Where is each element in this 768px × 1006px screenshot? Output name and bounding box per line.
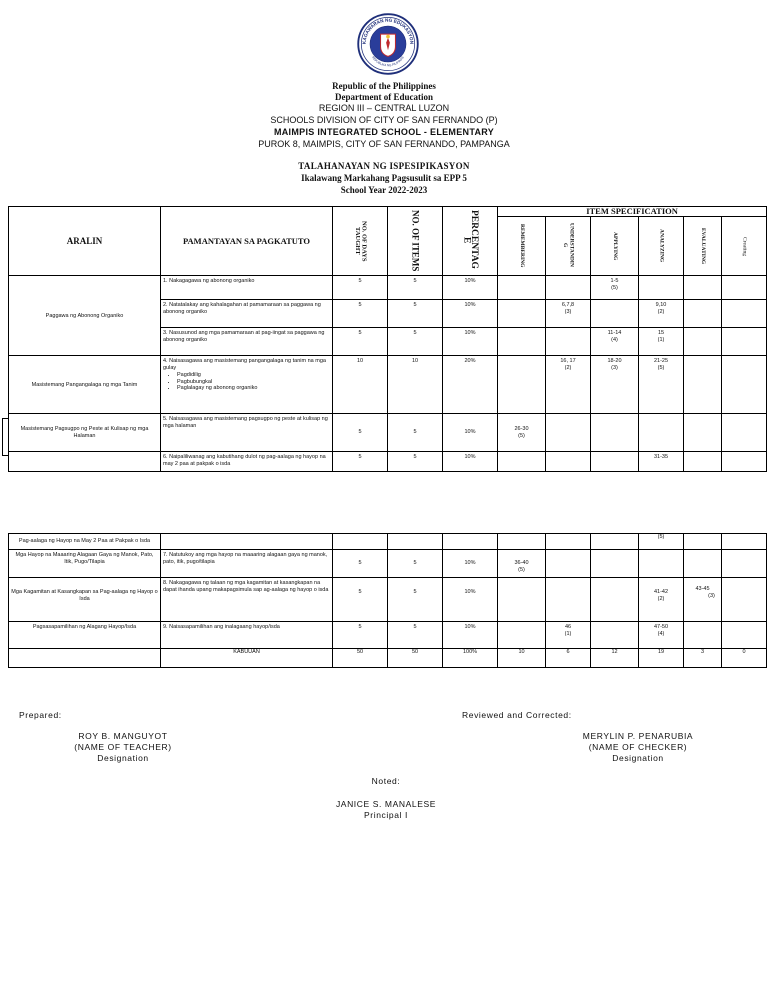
competency-cell: 7. Natutukoy ang mga hayop na maaaring alagaan gaya ng manok, pato, itik, pugo/tilapia <box>161 550 333 578</box>
analyzing-cell: 21-25 (5) <box>639 356 684 414</box>
percent-cell: 10% <box>443 414 498 452</box>
seal-text: KAGAWARAN NG EDUKASYON <box>361 17 415 45</box>
spec-table-part-2 <box>8 533 767 668</box>
remembering-cell: 36-40 (5) <box>498 550 546 578</box>
understanding-cell: 16, 17 (2) <box>546 356 591 414</box>
noted-label: Noted: <box>371 776 401 786</box>
applying-cell <box>591 550 639 578</box>
school-address: PUROK 8, MAIMPIS, CITY OF SAN FERNANDO, PAMPANGA <box>258 139 510 149</box>
aralin-cell: Mga Kagamitan at Kasangkapan sa Pag-aalaga ng Hayop o Isda <box>9 578 161 622</box>
analyzing-cell: 15 (1) <box>639 328 684 356</box>
evaluating-cell <box>684 452 722 472</box>
total-evaluating: 3 <box>684 649 722 668</box>
checker-signature-block <box>556 731 720 764</box>
teacher-designation: Designation <box>97 753 149 763</box>
checker-role: (NAME OF CHECKER) <box>588 742 688 752</box>
analyzing-cell <box>639 550 684 578</box>
days-cell: 5 <box>333 328 388 356</box>
remembering-cell <box>498 534 546 550</box>
header-items: NO. OF ITEMS <box>388 207 443 276</box>
applying-cell: 11-14 (4) <box>591 328 639 356</box>
total-remembering: 10 <box>498 649 546 668</box>
percent-cell: 10% <box>443 550 498 578</box>
table-row <box>9 622 767 649</box>
items-cell: 5 <box>388 622 443 649</box>
header-analyzing: ANALYZING <box>639 217 684 276</box>
applying-cell: 1-5 (5) <box>591 276 639 300</box>
days-cell: 5 <box>333 276 388 300</box>
evaluating-cell <box>684 356 722 414</box>
department-line: Department of Education <box>335 92 433 102</box>
competency-cell: 8. Nakagagawa ng talaan ng mga kagamitan at kasangkapan na dapat ihanda upang makapagsimula sap ag-aalaga ng hayop o isda <box>161 578 333 622</box>
creating-cell <box>722 414 767 452</box>
days-cell <box>333 534 388 550</box>
aralin-cell: Pag-aalaga ng Hayop na May 2 Paa at Pakpak o Isda <box>9 534 161 550</box>
competency-cell: 5. Naisasagawa ang masistemang pagsugpo ng peste at kulisap ng mga halaman <box>161 414 333 452</box>
table-row <box>9 452 767 472</box>
doc-subtitle: Ikalawang Markahang Pagsusulit sa EPP 5 <box>301 173 467 183</box>
evaluating-cell <box>684 414 722 452</box>
total-percent: 100% <box>443 649 498 668</box>
competency-cell: 4. Naisasagawa ang masistemang pangangalaga ng tanim na mga gulay • Pagdidilig • Pagbubungkal • Paglalagay ng abonong organiko <box>161 356 333 414</box>
understanding-cell <box>546 550 591 578</box>
remembering-cell <box>498 622 546 649</box>
understanding-cell <box>546 578 591 622</box>
header-percentage: PERCENTAG E <box>443 207 498 276</box>
total-creating: 0 <box>722 649 767 668</box>
total-applying: 12 <box>591 649 639 668</box>
days-cell: 10 <box>333 356 388 414</box>
header-remembering: REMEMBERING <box>498 217 546 276</box>
percent-cell: 10% <box>443 300 498 328</box>
items-cell: 10 <box>388 356 443 414</box>
remembering-cell <box>498 328 546 356</box>
items-cell: 5 <box>388 414 443 452</box>
evaluating-cell <box>684 328 722 356</box>
creating-cell <box>722 328 767 356</box>
applying-cell <box>591 300 639 328</box>
remembering-cell <box>498 452 546 472</box>
aralin-cell: Pagsasapamilihan ng Alagang Hayop/Isda <box>9 622 161 649</box>
remembering-cell <box>498 578 546 622</box>
evaluating-cell <box>684 534 722 550</box>
creating-cell <box>722 300 767 328</box>
aralin-cell: Mga Hayop na Maaaring Alagaan Gaya ng Manok, Pato, Itik, Pugo/Tilapia <box>9 550 161 578</box>
evaluating-cell: 43-45 (3) <box>684 578 722 622</box>
competency-cell: 1. Nakagagawa ng abonong organiko <box>161 276 333 300</box>
header-evaluating: EVALUATING <box>684 217 722 276</box>
percent-cell: 10% <box>443 328 498 356</box>
competency-cell: 9. Naisasapamilihan ang inalagaang hayop/isda <box>161 622 333 649</box>
applying-cell <box>591 622 639 649</box>
items-cell: 5 <box>388 578 443 622</box>
days-cell: 5 <box>333 452 388 472</box>
analyzing-cell <box>639 414 684 452</box>
total-days: 50 <box>333 649 388 668</box>
competency-cell: 6. Naipaliliwanag ang kabutihang dulot ng pag-aalaga ng hayop na may 2 paa at pakpak o isda <box>161 452 333 472</box>
remembering-cell <box>498 356 546 414</box>
table-row-total <box>9 649 767 668</box>
doc-title: TALAHANAYAN NG ISPESIPIKASYON <box>298 161 470 171</box>
header-understanding: UNDERSTANDIN G <box>546 217 591 276</box>
principal-name: JANICE S. MANALESE <box>335 799 437 809</box>
understanding-cell <box>546 276 591 300</box>
evaluating-cell <box>684 300 722 328</box>
total-label: KABUUAN <box>161 649 333 668</box>
items-cell <box>388 534 443 550</box>
analyzing-cell: 47-50 (4) <box>639 622 684 649</box>
days-cell: 5 <box>333 550 388 578</box>
evaluating-cell <box>684 276 722 300</box>
list-item: • Paglalagay ng abonong organiko <box>177 385 330 392</box>
total-understanding: 6 <box>546 649 591 668</box>
remembering-cell <box>498 300 546 328</box>
table-row <box>9 356 767 414</box>
teacher-name: ROY B. MANGUYOT <box>78 731 168 741</box>
percent-cell: 20% <box>443 356 498 414</box>
total-items: 50 <box>388 649 443 668</box>
items-cell: 5 <box>388 550 443 578</box>
header-pamantayan: PAMANTAYAN SA PAGKATUTO <box>161 207 333 276</box>
applying-cell: 18-20 (3) <box>591 356 639 414</box>
aralin-cell <box>9 452 161 472</box>
percent-cell: 10% <box>443 622 498 649</box>
competency-cell: 2. Natatalakay ang kahalagahan at pamamaraan sa paggawa ng abonong organiko <box>161 300 333 328</box>
understanding-cell <box>546 534 591 550</box>
header-aralin: ARALIN <box>9 207 161 276</box>
creating-cell <box>722 276 767 300</box>
competency-cell: 3. Nasusunod ang mga pamamaraan at pag-iingat sa paggawa ng abonong organiko <box>161 328 333 356</box>
seal-subtext: REPUBLIKA NG PILIPINAS <box>371 55 405 68</box>
applying-cell <box>591 414 639 452</box>
understanding-cell <box>546 328 591 356</box>
understanding-cell <box>546 414 591 452</box>
division-line: SCHOOLS DIVISION OF CITY OF SAN FERNANDO (P) <box>270 115 498 125</box>
creating-cell <box>722 622 767 649</box>
checker-name: MERYLIN P. PENARUBIA <box>582 731 694 741</box>
left-edge-marker <box>2 418 9 456</box>
remembering-cell <box>498 276 546 300</box>
table-row <box>9 414 767 452</box>
applying-cell <box>591 534 639 550</box>
table-row <box>9 276 767 300</box>
days-cell: 5 <box>333 622 388 649</box>
list-item: • Pagdidilig <box>177 372 330 379</box>
table-row <box>9 534 767 550</box>
aralin-cell: Paggawa ng Abonong Organiko <box>9 276 161 356</box>
deped-seal-logo <box>357 13 419 75</box>
evaluating-cell <box>684 622 722 649</box>
list-item: • Pagbubungkal <box>177 379 330 386</box>
prepared-label: Prepared: <box>19 710 62 720</box>
remembering-cell: 26-30 (5) <box>498 414 546 452</box>
items-cell: 5 <box>388 276 443 300</box>
teacher-signature-block <box>45 731 201 764</box>
header-creating: Creating <box>722 217 767 276</box>
days-cell: 5 <box>333 578 388 622</box>
percent-cell <box>443 534 498 550</box>
school-name: MAIMPIS INTEGRATED SCHOOL - ELEMENTARY <box>273 127 495 137</box>
teacher-role: (NAME OF TEACHER) <box>74 742 172 752</box>
analyzing-cell: 31-35 <box>639 452 684 472</box>
creating-cell <box>722 356 767 414</box>
principal-signature-block <box>300 799 472 821</box>
percent-cell: 10% <box>443 578 498 622</box>
aralin-cell: Masistemang Pagsugpo ng Peste at Kulisap ng mga Halaman <box>9 414 161 452</box>
evaluating-cell <box>684 550 722 578</box>
checker-designation: Designation <box>612 753 664 763</box>
applying-cell <box>591 452 639 472</box>
analyzing-cell: 41-42 (2) <box>639 578 684 622</box>
spec-table-part-1 <box>8 206 767 472</box>
total-analyzing: 19 <box>639 649 684 668</box>
percent-cell: 10% <box>443 276 498 300</box>
creating-cell <box>722 550 767 578</box>
aralin-cell: Masistemang Pangangalaga ng mga Tanim <box>9 356 161 414</box>
header-applying: APPLYING <box>591 217 639 276</box>
school-year: School Year 2022-2023 <box>340 185 428 195</box>
items-cell: 5 <box>388 328 443 356</box>
days-cell: 5 <box>333 300 388 328</box>
analyzing-cell: (5) <box>639 534 684 550</box>
percent-cell: 10% <box>443 452 498 472</box>
table-row <box>9 578 767 622</box>
applying-cell <box>591 578 639 622</box>
understanding-cell: 46 (1) <box>546 622 591 649</box>
aralin-cell <box>9 649 161 668</box>
table-row <box>9 550 767 578</box>
days-cell: 5 <box>333 414 388 452</box>
reviewed-label: Reviewed and Corrected: <box>462 710 572 720</box>
understanding-cell <box>546 452 591 472</box>
analyzing-cell <box>639 276 684 300</box>
header-item-specification: ITEM SPECIFICATION <box>498 207 767 217</box>
republic-line: Republic of the Philippines <box>332 81 436 91</box>
creating-cell <box>722 534 767 550</box>
items-cell: 5 <box>388 300 443 328</box>
understanding-cell: 6,7,8 (3) <box>546 300 591 328</box>
items-cell: 5 <box>388 452 443 472</box>
competency-cell <box>161 534 333 550</box>
creating-cell <box>722 452 767 472</box>
creating-cell <box>722 578 767 622</box>
analyzing-cell: 9,10 (2) <box>639 300 684 328</box>
header-days: NO. OF DAYS TAUGHT <box>333 207 388 276</box>
region-line: REGION III – CENTRAL LUZON <box>318 103 450 113</box>
principal-title: Principal I <box>364 810 408 820</box>
